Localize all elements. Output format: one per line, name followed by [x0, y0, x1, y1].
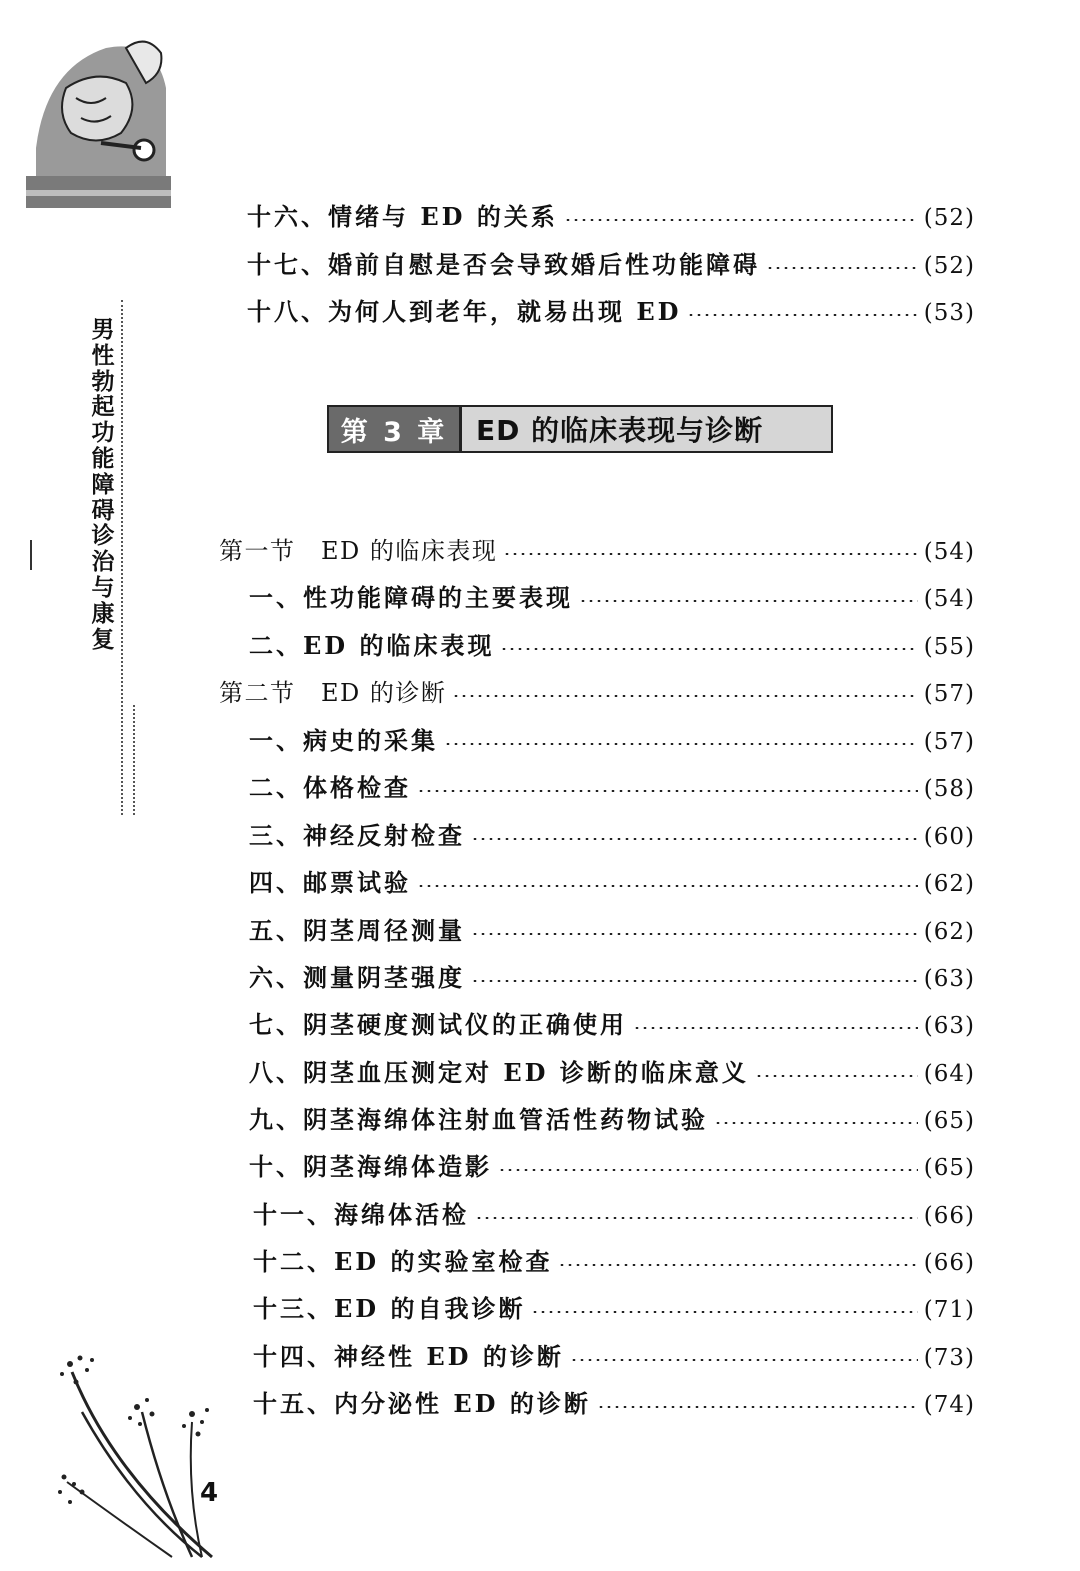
toc-leader-dots [597, 1406, 918, 1408]
page-number: 4 [200, 1478, 219, 1508]
toc-entry-page: (66) [923, 1250, 975, 1276]
toc-leader-dots [471, 980, 918, 982]
toc-leader-dots [444, 743, 918, 745]
toc-entry[interactable] [249, 1005, 975, 1041]
toc-leader-dots [503, 553, 917, 555]
toc-entry-page: (65) [923, 1155, 975, 1181]
toc-entry-title: 十二、ED 的实验室检查 [253, 1247, 553, 1276]
toc-entry-page: (62) [923, 871, 975, 897]
toc-entry-page: (64) [923, 1061, 975, 1087]
toc-section-entry[interactable] [219, 531, 975, 567]
toc-entry[interactable] [249, 863, 975, 899]
toc-entry[interactable] [249, 1147, 975, 1183]
toc-entry-title: 十五、内分泌性 ED 的诊断 [253, 1389, 591, 1418]
toc-entry-page: (57) [923, 729, 975, 755]
toc-entry-title: 一、病史的采集 [249, 726, 438, 755]
toc-entry[interactable] [253, 1242, 975, 1278]
toc-entry[interactable] [247, 245, 975, 281]
toc-entry[interactable] [253, 1289, 975, 1325]
toc-leader-dots [564, 219, 918, 221]
toc-entry-page: (54) [923, 586, 975, 612]
toc-entry-page: (63) [923, 966, 975, 992]
toc-entry[interactable] [249, 1100, 975, 1136]
toc-entry-page: (73) [923, 1345, 975, 1371]
toc-leader-dots [500, 648, 917, 650]
toc-entry-title: 十八、为何人到老年，就易出现 ED [247, 297, 682, 326]
toc-entry-page: (71) [923, 1297, 975, 1323]
toc-entry[interactable] [249, 911, 975, 947]
toc-entry-title: 十一、海绵体活检 [253, 1200, 469, 1229]
toc-leader-dots [471, 838, 918, 840]
toc-entry[interactable] [249, 626, 975, 662]
toc-entry-page: (58) [923, 776, 975, 802]
toc-entry[interactable] [249, 768, 975, 804]
book-side-title: 男性勃起功能障碍诊治与康复 [91, 317, 115, 653]
toc-leader-dots [766, 267, 918, 269]
toc-entry[interactable] [253, 1195, 975, 1231]
toc-entry[interactable] [253, 1384, 975, 1420]
toc-leader-dots [579, 600, 918, 602]
toc-entry-title: 第二节 ED 的诊断 [219, 679, 447, 707]
toc-entry-title: 二、ED 的临床表现 [249, 631, 495, 660]
toc-leader-dots [498, 1169, 918, 1171]
toc-entry-page: (52) [923, 205, 975, 231]
toc-entry-title: 二、体格检查 [249, 773, 411, 802]
toc-leader-dots [755, 1075, 918, 1077]
toc-entry-title: 十三、ED 的自我诊断 [253, 1294, 526, 1323]
toc-entry-page: (55) [923, 634, 975, 660]
toc-entry-title: 三、神经反射检查 [249, 821, 465, 850]
chapter-number: 第 3 章 [329, 407, 462, 451]
toc-entry[interactable] [249, 958, 975, 994]
toc-entry-page: (60) [923, 824, 975, 850]
toc-entry-page: (52) [923, 253, 975, 279]
toc-entry-page: (53) [923, 300, 975, 326]
toc-section-entry[interactable] [219, 673, 975, 709]
toc-entry-title: 六、测量阴茎强度 [249, 963, 465, 992]
chapter-title: ED 的临床表现与诊断 [462, 407, 831, 451]
toc-entry-title: 十四、神经性 ED 的诊断 [253, 1342, 564, 1371]
toc-leader-dots [417, 885, 918, 887]
toc-entry-title: 八、阴茎血压测定对 ED 诊断的临床意义 [249, 1058, 749, 1087]
toc-entry[interactable] [247, 292, 975, 328]
toc-entry[interactable] [249, 721, 975, 757]
toc-leader-dots [417, 790, 918, 792]
toc-entry-title: 第一节 ED 的临床表现 [219, 537, 498, 565]
toc-entry-title: 五、阴茎周径测量 [249, 916, 465, 945]
toc-entry[interactable] [247, 197, 975, 233]
toc-entry-page: (74) [923, 1392, 975, 1418]
toc-leader-dots [570, 1359, 918, 1361]
toc-leader-dots [633, 1027, 918, 1029]
toc-entry-page: (57) [923, 681, 975, 707]
toc-entry[interactable] [249, 816, 975, 852]
firework-sparkle-decoration [52, 1352, 224, 1562]
toc-entry-title: 一、性功能障碍的主要表现 [249, 583, 573, 612]
toc-entry-title: 九、阴茎海绵体注射血管活性药物试验 [249, 1105, 708, 1134]
toc-entry-title: 四、邮票试验 [249, 868, 411, 897]
toc-entry[interactable] [249, 1053, 975, 1089]
toc-entry-page: (65) [923, 1108, 975, 1134]
toc-leader-dots [471, 933, 918, 935]
toc-entry-title: 十六、情绪与 ED 的关系 [247, 202, 558, 231]
toc-leader-dots [687, 314, 917, 316]
toc-entry-page: (62) [923, 919, 975, 945]
toc-entry-page: (66) [923, 1203, 975, 1229]
toc-leader-dots [531, 1311, 917, 1313]
toc-entry-title: 十、阴茎海绵体造影 [249, 1152, 492, 1181]
toc-leader-dots [714, 1122, 918, 1124]
toc-entry[interactable] [253, 1337, 975, 1373]
toc-leader-dots [452, 695, 917, 697]
toc-leader-dots [558, 1264, 917, 1266]
toc-entry-title: 七、阴茎硬度测试仪的正确使用 [249, 1010, 627, 1039]
toc-entry-title: 十七、婚前自慰是否会导致婚后性功能障碍 [247, 250, 760, 279]
toc-entry[interactable] [249, 578, 975, 614]
toc-entry-page: (63) [923, 1013, 975, 1039]
toc-entry-page: (54) [923, 539, 975, 565]
toc-leader-dots [475, 1217, 918, 1219]
